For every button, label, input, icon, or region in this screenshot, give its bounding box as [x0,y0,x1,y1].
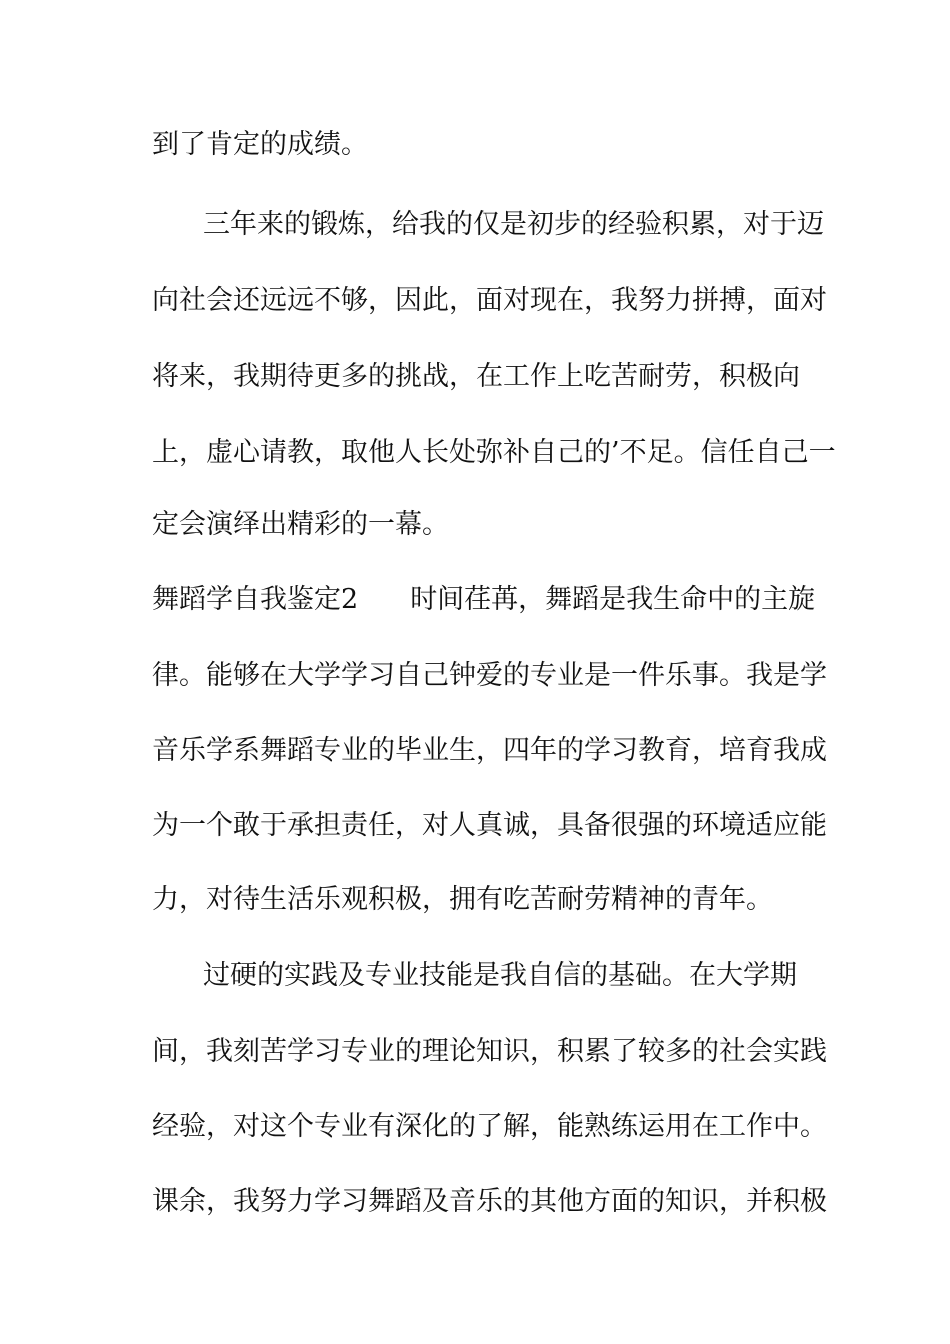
text-line: 音乐学系舞蹈专业的毕业生，四年的学习教育，培育我成 [152,735,827,766]
text-line: 三年来的锻炼，给我的仅是初步的经验积累，对于迈 [203,209,824,240]
text-line: 力，对待生活乐观积极，拥有吃苦耐劳精神的青年。 [152,884,773,915]
text-line: 到了肯定的成绩。 [152,129,368,160]
text-line: 过硬的实践及专业技能是我自信的基础。在大学期 [203,960,797,991]
text-line: 间，我刻苦学习专业的理论知识，积累了较多的社会实践 [152,1036,827,1067]
text-line: 向社会还远远不够，因此，面对现在，我努力拼搏，面对 [152,285,827,316]
section-first-sentence: 时间荏苒，舞蹈是我生命中的主旋 [410,584,816,615]
text-line: 律。能够在大学学习自己钟爱的专业是一件乐事。我是学 [152,660,827,691]
text-line: 课余，我努力学习舞蹈及音乐的其他方面的知识，并积极 [152,1186,827,1217]
section-heading-line [152,580,815,620]
text-line: 经验，对这个专业有深化的了解，能熟练运用在工作中。 [152,1111,827,1142]
text-line: 定会演绎出精彩的一幕。 [152,509,449,540]
text-line: 将来，我期待更多的挑战，在工作上吃苦耐劳，积极向 [152,361,800,392]
section-title: 舞蹈学自我鉴定2 [152,584,359,615]
text-line: 上，虚心请教，取他人长处弥补自己的’不足。信任自己一 [152,437,836,468]
text-line: 为一个敢于承担责任，对人真诚，具备很强的环境适应能 [152,810,827,841]
